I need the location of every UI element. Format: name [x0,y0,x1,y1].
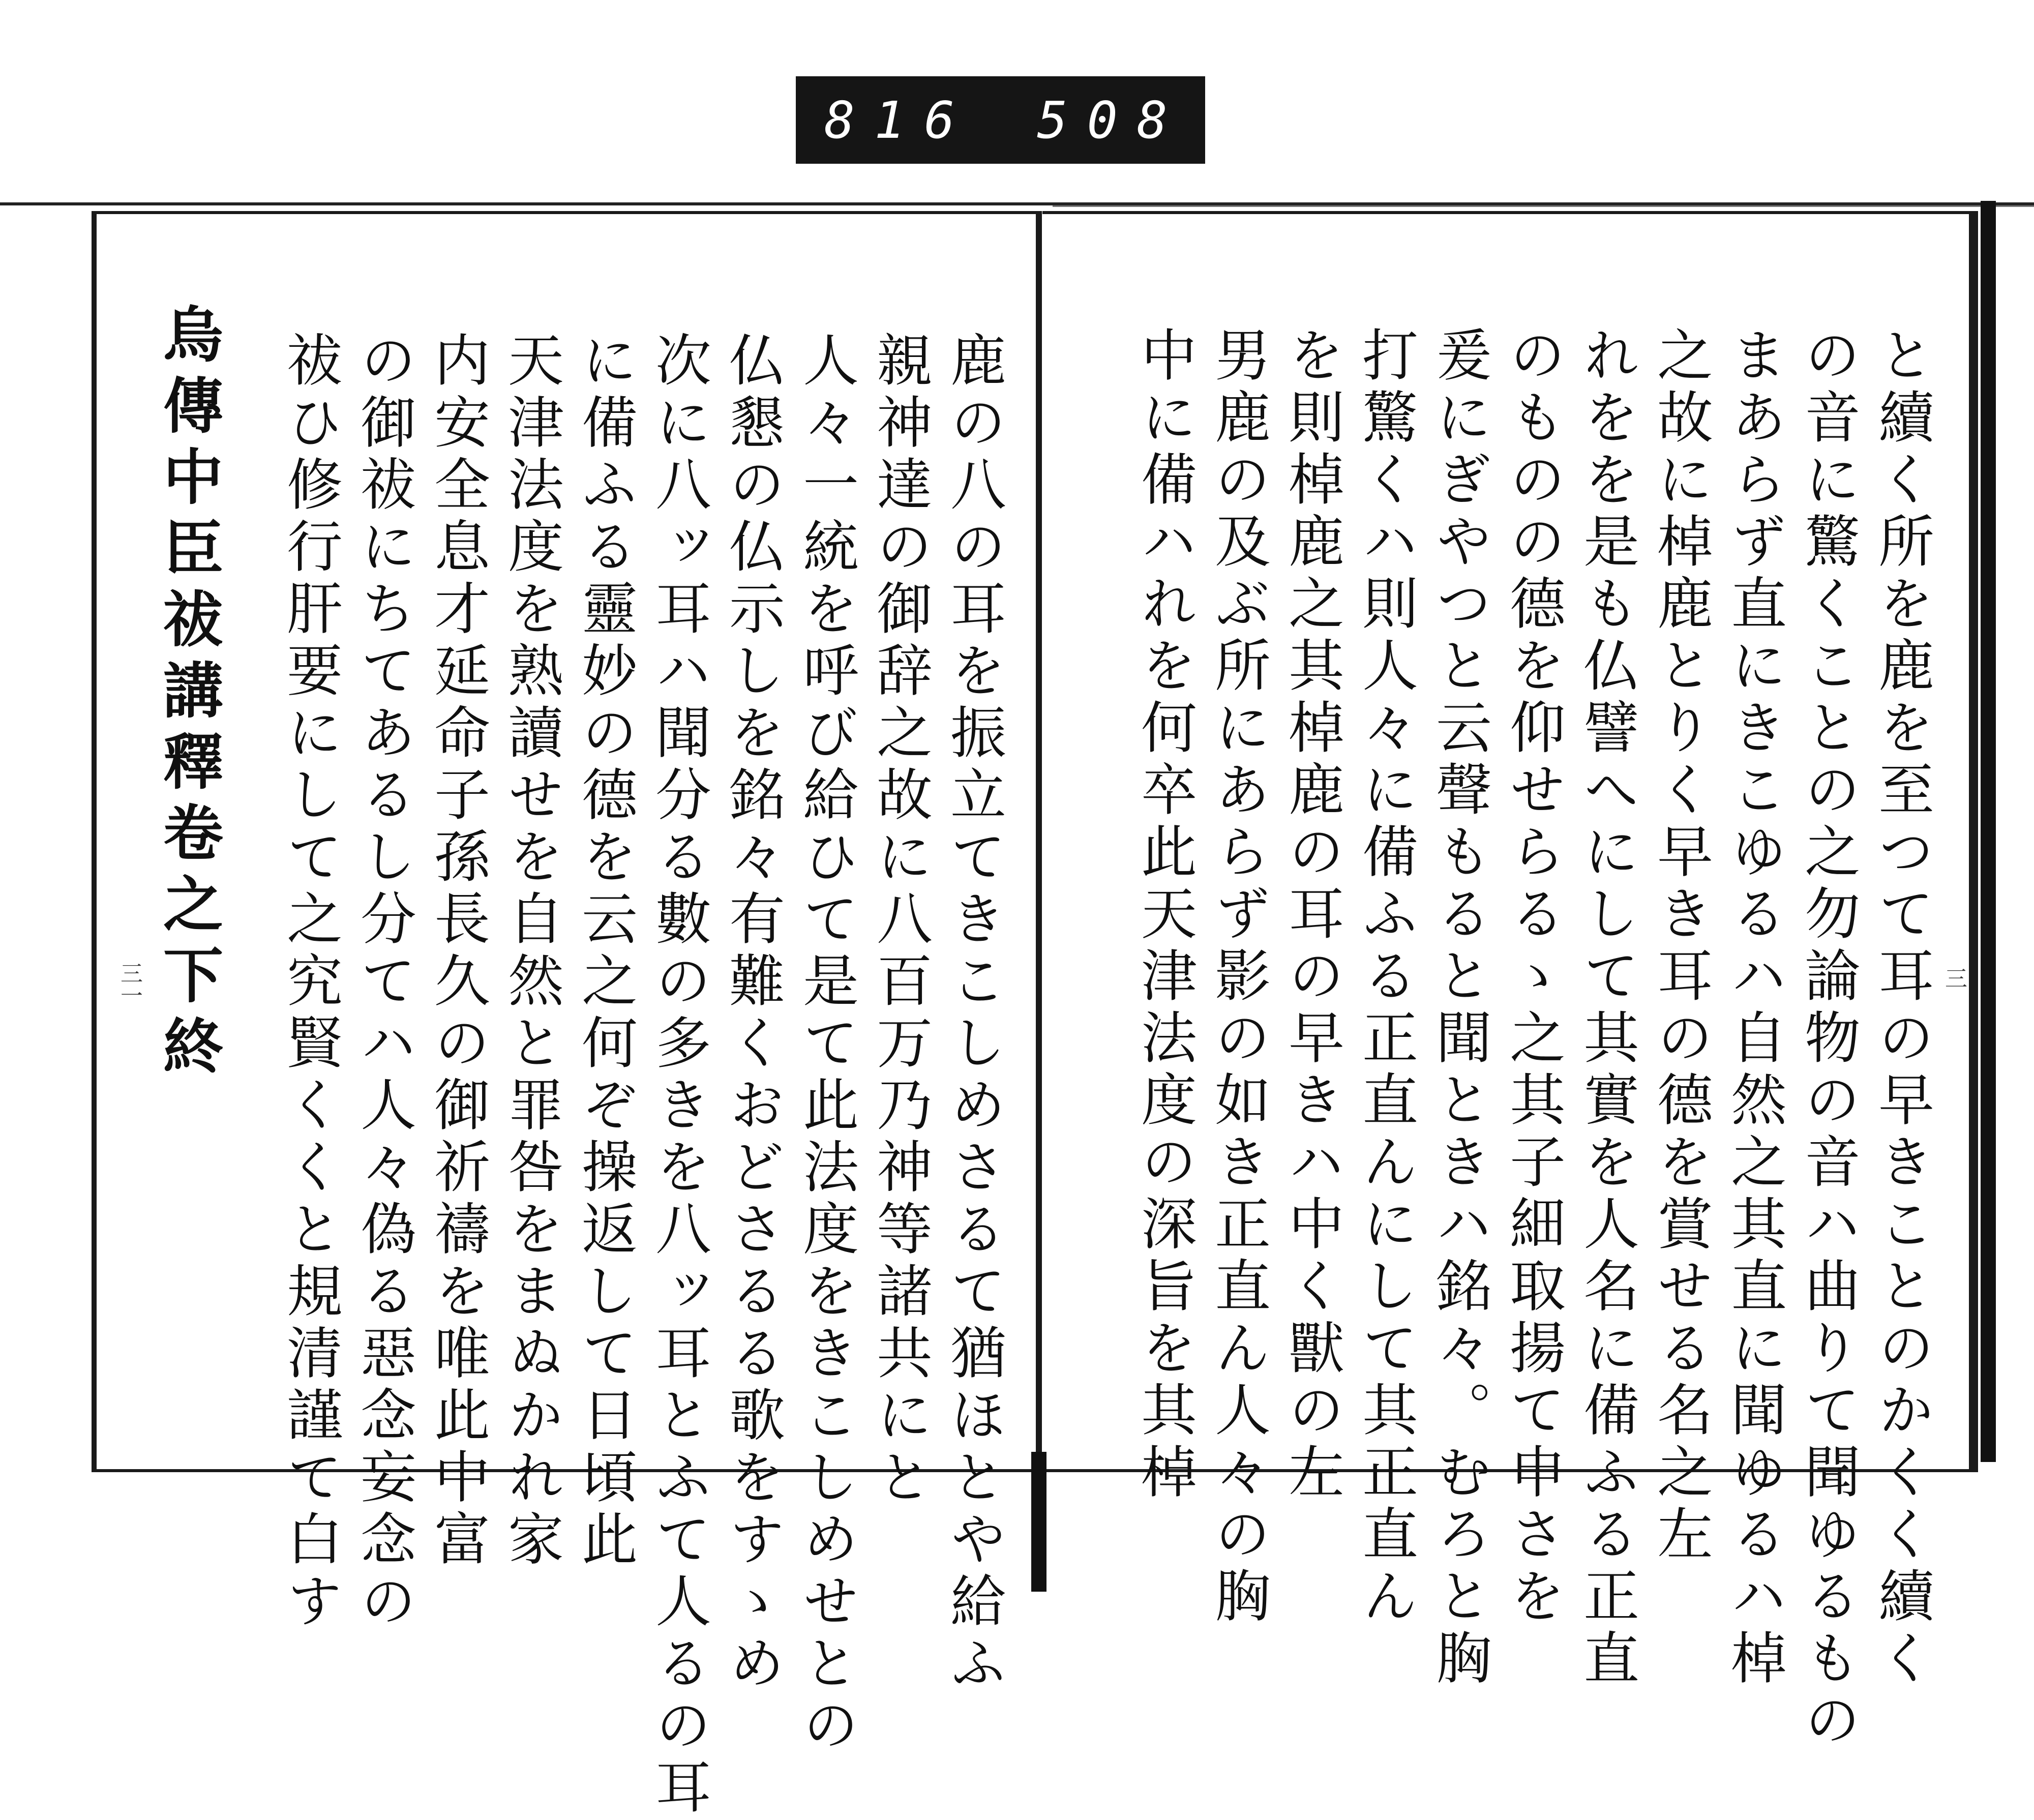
colophon: 烏傳中臣祓講釋卷之下終 [153,303,224,1086]
right-col-3: まあらず直にきこゆるハ自然之其直に聞ゆるハ棹 [1722,326,1787,1691]
right-col-2: の音に驚くことの之勿論物の音ハ曲りて聞ゆるもの [1796,326,1861,1753]
right-col-1: と續く所を鹿を至つて耳の早きことのかくく續く [1869,326,1934,1691]
gutter-tab [1031,1452,1046,1592]
left-col-6: に備ふる靈妙の德を云之何ぞ操返して日頃此 [573,331,638,1572]
right-col-7: 爰にぎやつと云聲もると聞ときハ銘々。むろと胸 [1427,326,1492,1691]
left-col-5: 次に八ッ耳ハ聞分る數の多きを八ッ耳とふて人るの耳 [646,331,711,1820]
left-col-1: 鹿の八の耳を振立てきこしめさるて猶ほとや給ふ [941,331,1006,1696]
left-col-2: 親神達の御辞之故に八百万乃神等諸共にと [868,331,933,1510]
book-spread [92,211,1978,1820]
right-col-6: のものの德を仰せらるゝ之其子細取揚て申さを [1501,326,1566,1629]
book-right-edge [1981,201,1996,1462]
right-col-4: 之故に棹鹿とりく早き耳の德を賞せる名之左 [1648,326,1713,1567]
left-col-7: 天津法度を熟讀せを自然と罪咎をまぬかれ家 [499,331,564,1572]
left-col-10: 祓ひ修行肝要にして之究賢くくと規清謹て白す [278,331,343,1634]
page-number: 三一 [116,962,142,1006]
right-col-5: れをを是も仏譬へにして其實を人名に備ふる正直 [1574,326,1639,1691]
book-gutter [1036,211,1042,1472]
right-col-9: を則棹鹿之其棹鹿の耳の早きハ中く獸の左 [1279,326,1344,1505]
right-col-8: 打驚くハ則人々に備ふる正直んにして其正直ん [1353,326,1418,1629]
left-col-4: 仏懇の仏示しを銘々有難くおどさるる歌をすゝめ [720,331,785,1696]
catalog-number-right: 508 [1037,90,1187,150]
right-margin-number: 三 [1941,967,1967,989]
catalog-number-left: 816 [824,90,974,150]
left-col-8: 内安全息才延命子孫長久の御祈禱を唯此中富 [425,331,490,1572]
left-col-3: 人々一統を呼び給ひて是て此法度をきこしめせとの [794,331,859,1758]
top-rule-secondary [1053,205,2034,207]
left-col-9: の御祓にちてあるし分てハ人々偽る惡念妄念の [351,331,416,1634]
right-col-11: 中に備ハれを何卒此天津法度の深旨を其棹 [1132,326,1197,1505]
catalog-label [796,76,1205,164]
right-page [1042,211,1978,1753]
right-col-10: 男鹿の及ぶ所にあらず影の如き正直ん人々の胸 [1206,326,1271,1629]
left-page [92,211,1037,1820]
